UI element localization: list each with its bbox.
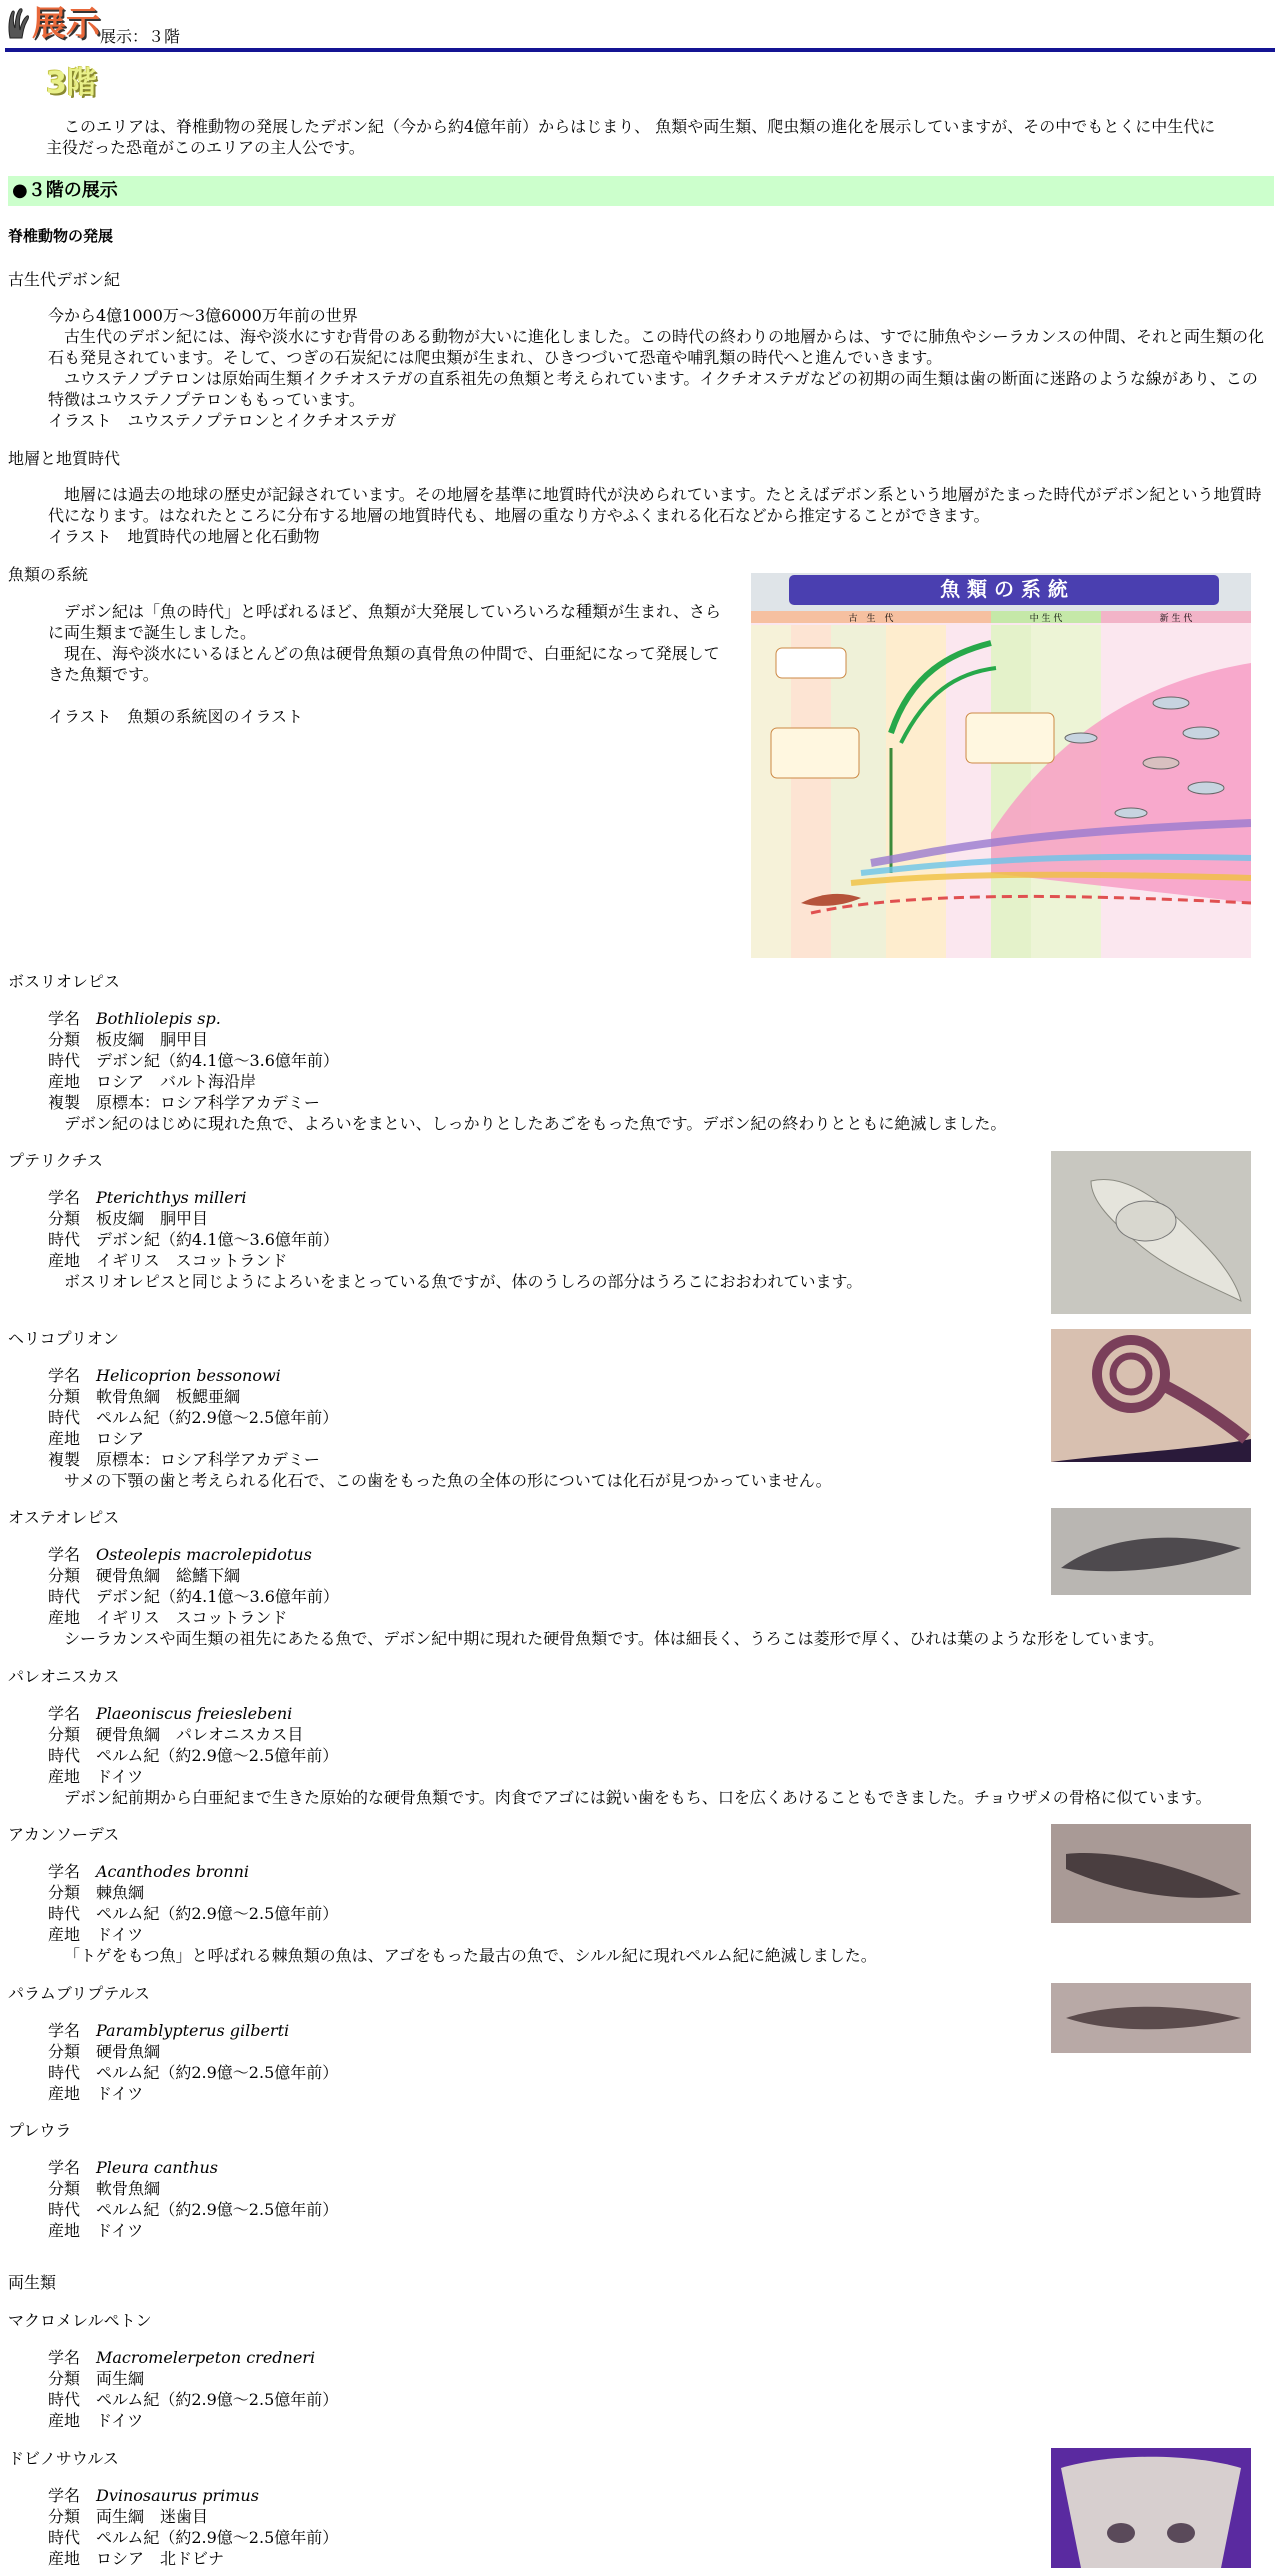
specimen-class-label: 分類 xyxy=(48,1209,81,1228)
specimen-class-row xyxy=(48,1029,1006,1050)
specimen-origin-value: イギリス スコットランド xyxy=(96,1251,288,1270)
specimen-sci-row xyxy=(48,2157,338,2178)
specimen-sci-label: 学名 xyxy=(48,1009,81,1028)
section-title-bar xyxy=(8,176,1274,206)
specimen-sci-row xyxy=(48,2485,338,2506)
specimen-details xyxy=(48,2347,338,2431)
specimen-name: パレオニスカス xyxy=(8,1667,120,1686)
specimen-name: オステオレピス xyxy=(8,1508,120,1527)
specimen-origin-value: ロシア xyxy=(96,1429,145,1448)
specimen-origin-row xyxy=(48,1250,862,1271)
specimen-origin-row xyxy=(48,1766,1212,1787)
specimen-age-row xyxy=(48,1229,862,1250)
specimen-sci-label: 学名 xyxy=(48,2348,81,2367)
specimen-age-row xyxy=(48,2527,338,2548)
devonian-paragraph-2: ユウステノプテロンは原始両生類イクチオステガの直系祖先の魚類と考えられています。イクチオステガなどの初期の両生類は歯の断面に迷路のような線があり、この特徴はユウステノプテロンももっています。 xyxy=(48,369,1258,409)
specimen-origin-row xyxy=(48,2548,338,2569)
specimen-class-row xyxy=(48,2368,338,2389)
specimen-name: プテリクチス xyxy=(8,1151,104,1170)
specimen-sci-value: Pterichthys milleri xyxy=(96,1188,247,1207)
specimen-details xyxy=(48,1544,1164,1649)
specimen-age-label: 時代 xyxy=(48,1051,81,1070)
fish-system-paragraph-1: デボン紀は「魚の時代」と呼ばれるほど、魚類が大発展していろいろな種類が生まれ、さらに両生類まで誕生しました。 xyxy=(48,602,721,642)
specimen-origin-row xyxy=(48,1924,877,1945)
specimen-class-row xyxy=(48,2041,338,2062)
specimen-sci-label: 学名 xyxy=(48,2021,81,2040)
specimen-name: プレウラ xyxy=(8,2121,72,2140)
specimen-details xyxy=(48,1008,1006,1134)
specimen-sci-row xyxy=(48,1008,1006,1029)
acanthodes-photo xyxy=(1051,1824,1251,1923)
specimen-replica-row xyxy=(48,1092,1006,1113)
specimen-sci-value: Dvinosaurus primus xyxy=(96,2486,259,2505)
specimen-name: マクロメレルペトン xyxy=(8,2311,152,2330)
paramblypterus-photo xyxy=(1051,1983,1251,2053)
specimen-replica-value: 原標本：ロシア科学アカデミー xyxy=(96,1093,320,1112)
specimen-origin-row xyxy=(48,2220,338,2241)
floor-badge: 3階 xyxy=(46,66,97,101)
specimen-class-label: 分類 xyxy=(48,1566,81,1585)
specimen-sci-label: 学名 xyxy=(48,1862,81,1881)
specimen-sci-label: 学名 xyxy=(48,2486,81,2505)
fish-phylogeny-illustration xyxy=(751,573,1251,958)
specimen-age-value: ペルム紀（約2.9億～2.5億年前） xyxy=(96,2200,339,2219)
strata-paragraph: 地層には過去の地球の歴史が記録されています。その地層を基準に地質時代が決められています。たとえばデボン系という地層がたまった時代がデボン紀という地質時代になります。はなれたところに分布する地層の地質時代も、地層の重なり方やふくまれる化石などから推定することができます。 xyxy=(48,485,1262,525)
specimen-origin-value: ドイツ xyxy=(96,2411,144,2430)
fish-phylogeny-image xyxy=(751,573,1251,958)
specimen-description: デボン紀前期から白亜紀まで生きた原始的な硬骨魚類です。肉食でアゴには鋭い歯をもち、口を広くあけることもできました。チョウザメの骨格に似ています。 xyxy=(64,1788,1212,1807)
specimen-sci-value: Bothliolepis sp. xyxy=(96,1009,221,1028)
specimen-sci-label: 学名 xyxy=(48,2158,81,2177)
chart-title: 魚 類 の 系 統 xyxy=(940,577,1068,601)
era-paleozoic: 古 生 代 xyxy=(848,614,894,624)
specimen-origin-label: 産地 xyxy=(48,2221,81,2240)
page-header xyxy=(0,0,1284,54)
specimen-age-label: 時代 xyxy=(48,1904,81,1923)
specimen-details xyxy=(48,2020,338,2104)
specimen-age-value: ペルム紀（約2.9億～2.5億年前） xyxy=(96,1904,339,1923)
devonian-illustration-caption: イラスト ユウステノプテロンとイクチオステガ xyxy=(48,411,397,430)
specimen-sci-value: Helicoprion bessonowi xyxy=(96,1366,281,1385)
specimen-origin-row xyxy=(48,2083,338,2104)
specimen-class-value: 硬骨魚綱 総鰭下綱 xyxy=(96,1566,241,1585)
specimen-details xyxy=(48,1861,877,1966)
specimen-origin-label: 産地 xyxy=(48,1429,81,1448)
specimen-class-value: 板皮綱 胴甲目 xyxy=(96,1030,209,1049)
specimen-class-label: 分類 xyxy=(48,1725,81,1744)
breadcrumb: 展示：３階 xyxy=(100,27,181,46)
specimen-class-value: 両生綱 迷歯目 xyxy=(96,2507,209,2526)
specimen-age-label: 時代 xyxy=(48,2200,81,2219)
specimen-age-label: 時代 xyxy=(48,1408,81,1427)
amphibians-heading: 両生類 xyxy=(8,2273,57,2292)
specimen-description: サメの下顎の歯と考えられる化石で、この歯をもった魚の全体の形については化石が見つかっていません。 xyxy=(64,1471,832,1490)
specimen-origin-value: ロシア 北ドビナ xyxy=(96,2549,225,2568)
logo-text: 展示 xyxy=(32,4,100,44)
specimen-class-value: 硬骨魚綱 xyxy=(96,2042,161,2061)
helicoprion-photo xyxy=(1051,1329,1251,1462)
specimen-name: パラムブリプテルス xyxy=(8,1984,150,2003)
specimen-class-label: 分類 xyxy=(48,1883,81,1902)
era-mesozoic: 中 生 代 xyxy=(1029,614,1063,624)
specimen-sci-value: Acanthodes bronni xyxy=(96,1862,249,1881)
specimen-age-row xyxy=(48,1586,1164,1607)
specimen-age-label: 時代 xyxy=(48,2528,81,2547)
specimen-sci-value: Pleura canthus xyxy=(96,2158,218,2177)
strata-heading: 地層と地質時代 xyxy=(8,449,121,468)
specimen-origin-label: 産地 xyxy=(48,1767,81,1786)
specimen-class-row xyxy=(48,1882,877,1903)
specimen-details xyxy=(48,2485,338,2569)
specimen-age-label: 時代 xyxy=(48,1230,81,1249)
strata-block xyxy=(48,484,1266,547)
specimen-sci-value: Paramblypterus gilberti xyxy=(96,2021,290,2040)
specimen-age-value: デボン紀（約4.1億～3.6億年前） xyxy=(96,1587,339,1606)
pterichthys-photo xyxy=(1051,1151,1251,1314)
specimen-sci-value: Macromelerpeton credneri xyxy=(96,2348,316,2367)
specimen-sci-row xyxy=(48,1861,877,1882)
specimen-origin-value: ドイツ xyxy=(96,2084,144,2103)
specimen-class-row xyxy=(48,1724,1212,1745)
specimen-age-label: 時代 xyxy=(48,1587,81,1606)
specimen-age-row xyxy=(48,2199,338,2220)
devonian-block xyxy=(48,305,1266,431)
specimen-class-row xyxy=(48,2506,338,2527)
fish-system-heading: 魚類の系統 xyxy=(8,565,89,584)
specimen-class-row xyxy=(48,1386,832,1407)
specimen-details xyxy=(48,2157,338,2241)
specimen-replica-label: 複製 xyxy=(48,1450,81,1469)
devonian-paragraph-1: 古生代のデボン紀には、海や淡水にすむ背骨のある動物が大いに進化しました。この時代の終わりの地層からは、すでに肺魚やシーラカンスの仲間、それと両生類の化石も発見されています。そして、つぎの石炭紀には爬虫類が生まれ、ひきつづいて恐竜や哺乳類の時代へと進んでいきます。 xyxy=(48,327,1265,367)
specimen-class-value: 棘魚綱 xyxy=(96,1883,145,1902)
specimen-sci-label: 学名 xyxy=(48,1188,81,1207)
specimen-details xyxy=(48,1703,1212,1808)
specimen-origin-label: 産地 xyxy=(48,1072,81,1091)
specimen-sci-row xyxy=(48,1365,832,1386)
specimen-class-row xyxy=(48,2178,338,2199)
osteolepis-photo xyxy=(1051,1508,1251,1595)
specimen-name: アカンソーデス xyxy=(8,1825,120,1844)
specimen-origin-row xyxy=(48,1071,1006,1092)
dvinosaurus-photo xyxy=(1051,2448,1251,2568)
devonian-period: 今から4億1000万～3億6000万年前の世界 xyxy=(48,306,358,325)
specimen-sci-row xyxy=(48,1703,1212,1724)
specimen-age-value: ペルム紀（約2.9億～2.5億年前） xyxy=(96,1408,339,1427)
specimen-sci-value: Osteolepis macrolepidotus xyxy=(96,1545,312,1564)
specimen-age-value: ペルム紀（約2.9億～2.5億年前） xyxy=(96,2063,339,2082)
specimen-details xyxy=(48,1365,832,1491)
specimen-class-label: 分類 xyxy=(48,2369,81,2388)
fish-system-illustration-caption: イラスト 魚類の系統図のイラスト xyxy=(48,707,304,726)
specimen-sci-label: 学名 xyxy=(48,1704,81,1723)
header-divider xyxy=(5,48,1275,52)
specimen-class-label: 分類 xyxy=(48,1030,81,1049)
specimen-class-value: 硬骨魚綱 パレオニスカス目 xyxy=(96,1725,304,1744)
specimen-origin-row xyxy=(48,1428,832,1449)
specimen-replica-row xyxy=(48,1449,832,1470)
specimen-origin-label: 産地 xyxy=(48,2549,81,2568)
specimen-sci-label: 学名 xyxy=(48,1545,81,1564)
specimen-origin-value: イギリス スコットランド xyxy=(96,1608,288,1627)
specimen-origin-value: ドイツ xyxy=(96,2221,144,2240)
specimen-name: ボスリオレピス xyxy=(8,972,120,991)
specimen-age-row xyxy=(48,1050,1006,1071)
specimen-class-label: 分類 xyxy=(48,2042,81,2061)
specimen-description: 「トゲをもつ魚」と呼ばれる棘魚類の魚は、アゴをもった最古の魚で、シルル紀に現れペルム紀に絶滅しました。 xyxy=(64,1946,877,1965)
fish-system-block xyxy=(48,601,728,727)
specimen-sci-row xyxy=(48,1544,1164,1565)
devonian-heading: 古生代デボン紀 xyxy=(8,270,121,289)
specimen-age-value: デボン紀（約4.1億～3.6億年前） xyxy=(96,1230,339,1249)
specimen-origin-label: 産地 xyxy=(48,1251,81,1270)
strata-illustration-caption: イラスト 地質時代の地層と化石動物 xyxy=(48,527,320,546)
specimen-class-label: 分類 xyxy=(48,2507,81,2526)
section-title: ●３階の展示 xyxy=(12,180,118,201)
specimen-origin-value: ドイツ xyxy=(96,1925,144,1944)
specimen-sci-row xyxy=(48,2347,338,2368)
specimen-age-row xyxy=(48,1407,832,1428)
specimen-class-value: 軟骨魚綱 xyxy=(96,2179,161,2198)
specimen-origin-value: ロシア バルト海沿岸 xyxy=(96,1072,257,1091)
fish-system-paragraph-2: 現在、海や淡水にいるほとんどの魚は硬骨魚類の真骨魚の仲間で、白亜紀になって発展してきた魚類です。 xyxy=(48,644,720,684)
specimen-class-value: 軟骨魚綱 板鰓亜綱 xyxy=(96,1387,241,1406)
specimen-age-row xyxy=(48,2062,338,2083)
specimen-class-value: 板皮綱 胴甲目 xyxy=(96,1209,209,1228)
specimen-replica-value: 原標本：ロシア科学アカデミー xyxy=(96,1450,320,1469)
specimen-name: ヘリコプリオン xyxy=(8,1329,119,1348)
specimen-age-value: ペルム紀（約2.9億～2.5億年前） xyxy=(96,1746,339,1765)
specimen-age-row xyxy=(48,1903,877,1924)
specimen-origin-label: 産地 xyxy=(48,1925,81,1944)
specimen-description: デボン紀のはじめに現れた魚で、よろいをまとい、しっかりとしたあごをもった魚です。デボン紀の終わりとともに絶滅しました。 xyxy=(64,1114,1007,1133)
specimen-class-label: 分類 xyxy=(48,1387,81,1406)
specimen-age-value: ペルム紀（約2.9億～2.5億年前） xyxy=(96,2528,339,2547)
specimen-details xyxy=(48,1187,862,1292)
specimen-age-label: 時代 xyxy=(48,2063,81,2082)
era-cenozoic: 新 生 代 xyxy=(1159,614,1193,624)
specimen-sci-row xyxy=(48,1187,862,1208)
specimen-sci-value: Plaeoniscus freieslebeni xyxy=(96,1704,293,1723)
specimen-age-value: ペルム紀（約2.9億～2.5億年前） xyxy=(96,2390,339,2409)
specimen-origin-row xyxy=(48,1607,1164,1628)
hand-logo-icon xyxy=(6,6,30,40)
specimen-class-label: 分類 xyxy=(48,2179,81,2198)
specimen-age-label: 時代 xyxy=(48,1746,81,1765)
specimen-class-row xyxy=(48,1208,862,1229)
topic-heading: 脊椎動物の発展 xyxy=(8,227,114,245)
intro-text: このエリアは、脊椎動物の発展したデボン紀（今から約4億年前）からはじまり、 魚類や両生類、爬虫類の進化を展示していますが、その中でもとくに中生代に主役だった恐竜がこのエリアの主人公です。 xyxy=(46,117,1216,157)
specimen-origin-label: 産地 xyxy=(48,2411,81,2430)
specimen-description: ボスリオレピスと同じようによろいをまとっている魚ですが、体のうしろの部分はうろこにおおわれています。 xyxy=(64,1272,863,1291)
specimen-age-row xyxy=(48,2389,338,2410)
specimen-class-value: 両生綱 xyxy=(96,2369,145,2388)
specimen-origin-value: ドイツ xyxy=(96,1767,144,1786)
specimen-origin-label: 産地 xyxy=(48,1608,81,1627)
specimen-origin-row xyxy=(48,2410,338,2431)
specimen-age-value: デボン紀（約4.1億～3.6億年前） xyxy=(96,1051,339,1070)
specimen-sci-label: 学名 xyxy=(48,1366,81,1385)
specimen-age-row xyxy=(48,1745,1212,1766)
specimen-description: シーラカンスや両生類の祖先にあたる魚で、デボン紀中期に現れた硬骨魚類です。体は細長く、うろこは菱形で厚く、ひれは葉のような形をしています。 xyxy=(64,1629,1165,1648)
specimen-class-row xyxy=(48,1565,1164,1586)
specimen-age-label: 時代 xyxy=(48,2390,81,2409)
specimen-origin-label: 産地 xyxy=(48,2084,81,2103)
specimen-name: ドビノサウルス xyxy=(8,2449,119,2468)
specimen-sci-row xyxy=(48,2020,338,2041)
specimen-replica-label: 複製 xyxy=(48,1093,81,1112)
